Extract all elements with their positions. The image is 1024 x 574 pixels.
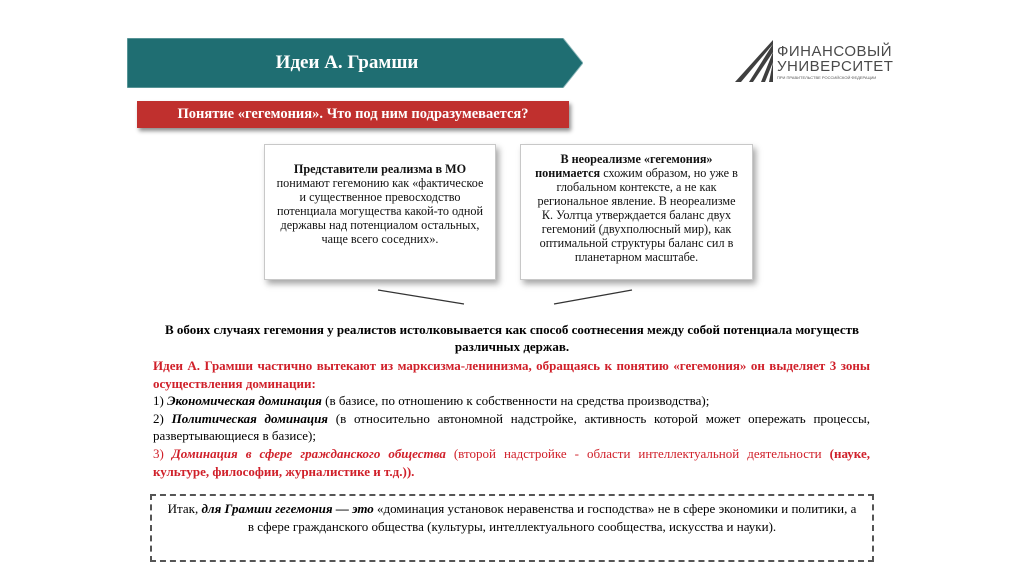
zone-item-1 bbox=[153, 392, 870, 410]
gramsci-zones-block bbox=[153, 357, 870, 480]
card-realism bbox=[264, 144, 496, 280]
zone-item-2 bbox=[153, 410, 870, 445]
zone-item-3-text: (второй надстройке - области интеллектуальной деятельности bbox=[445, 445, 830, 461]
zone-item-3 bbox=[153, 445, 870, 480]
logo-emblem-icon bbox=[735, 38, 777, 86]
zone-item-1-term: Экономическая доминация bbox=[167, 393, 322, 409]
conclusion-text: «доминация установок неравенства и господства» не в сфере экономики и политики, а в сфере гражданского общества (культуры, интеллектуального сообщества, искусства и науки). bbox=[247, 501, 857, 534]
conclusion-term: для Грамши гегемония — это bbox=[201, 501, 374, 516]
card-neorealism bbox=[520, 144, 753, 280]
conclusion-prefix: Итак, bbox=[167, 501, 202, 516]
zone-item-3-bold: (науке, культуре, философии, журналистике и т.д.)). bbox=[153, 445, 870, 479]
section-subtitle: Понятие «гегемония». Что под ним подразумевается? bbox=[137, 101, 569, 128]
card-realism-text: понимают гегемонию как «фактическое и существенное превосходство потенциала могущества какой-то одной державы над потенциалом остальных, чаще всего соседних». bbox=[276, 176, 484, 246]
zone-item-2-num: 2) bbox=[153, 410, 172, 426]
zone-item-3-num: 3) bbox=[153, 445, 172, 461]
card-realism-lead: Представители реализма в МО bbox=[293, 162, 467, 176]
connector-right-line bbox=[554, 290, 632, 304]
zone-item-3-term: Доминация в сфере гражданского общества bbox=[171, 445, 446, 461]
card-neorealism-text: схожим образом, но уже в глобальном контексте, а не как региональное явление. В неореализме К. Уолтца утверждается баланс двух гегемоний (двухполюсный мир), как оптимальной структуры баланс сил в планетарном масштабе. bbox=[537, 166, 738, 264]
page-title: Идеи А. Грамши bbox=[275, 52, 419, 73]
summary-text: В обоих случаях гегемония у реалистов истолковывается как способ соотнесения между собой потенциала могуществ различных держав. bbox=[164, 322, 859, 354]
logo-text bbox=[777, 44, 893, 74]
zone-item-1-num: 1) bbox=[153, 393, 168, 409]
zone-item-1-text: (в базисе, по отношению к собственности на средства производства); bbox=[321, 393, 710, 409]
zone-item-2-term: Политическая доминация bbox=[171, 410, 328, 426]
title-banner bbox=[127, 38, 583, 88]
connector-left-line bbox=[378, 290, 464, 304]
card-neorealism-lead: В неореализме «гегемония» понимается bbox=[535, 152, 713, 180]
connector-lines bbox=[370, 286, 640, 310]
logo-line2: УНИВЕРСИТЕТ bbox=[777, 58, 894, 75]
body-intro: Идеи А. Грамши частично вытекают из марксизма-ленинизма, обращаясь к понятию «гегемония» он выделяет 3 зоны осуществления доминации: bbox=[153, 358, 870, 391]
logo-subline: ПРИ ПРАВИТЕЛЬСТВЕ РОССИЙСКОЙ ФЕДЕРАЦИИ bbox=[777, 75, 877, 80]
conclusion-box bbox=[150, 494, 874, 562]
zone-item-2-text: (в относительно автономной надстройке, активность которой может опережать процессы, развертывающиеся в базисе); bbox=[153, 410, 870, 444]
logo-line1: ФИНАНСОВЫЙ bbox=[777, 43, 893, 60]
university-logo bbox=[735, 38, 894, 86]
